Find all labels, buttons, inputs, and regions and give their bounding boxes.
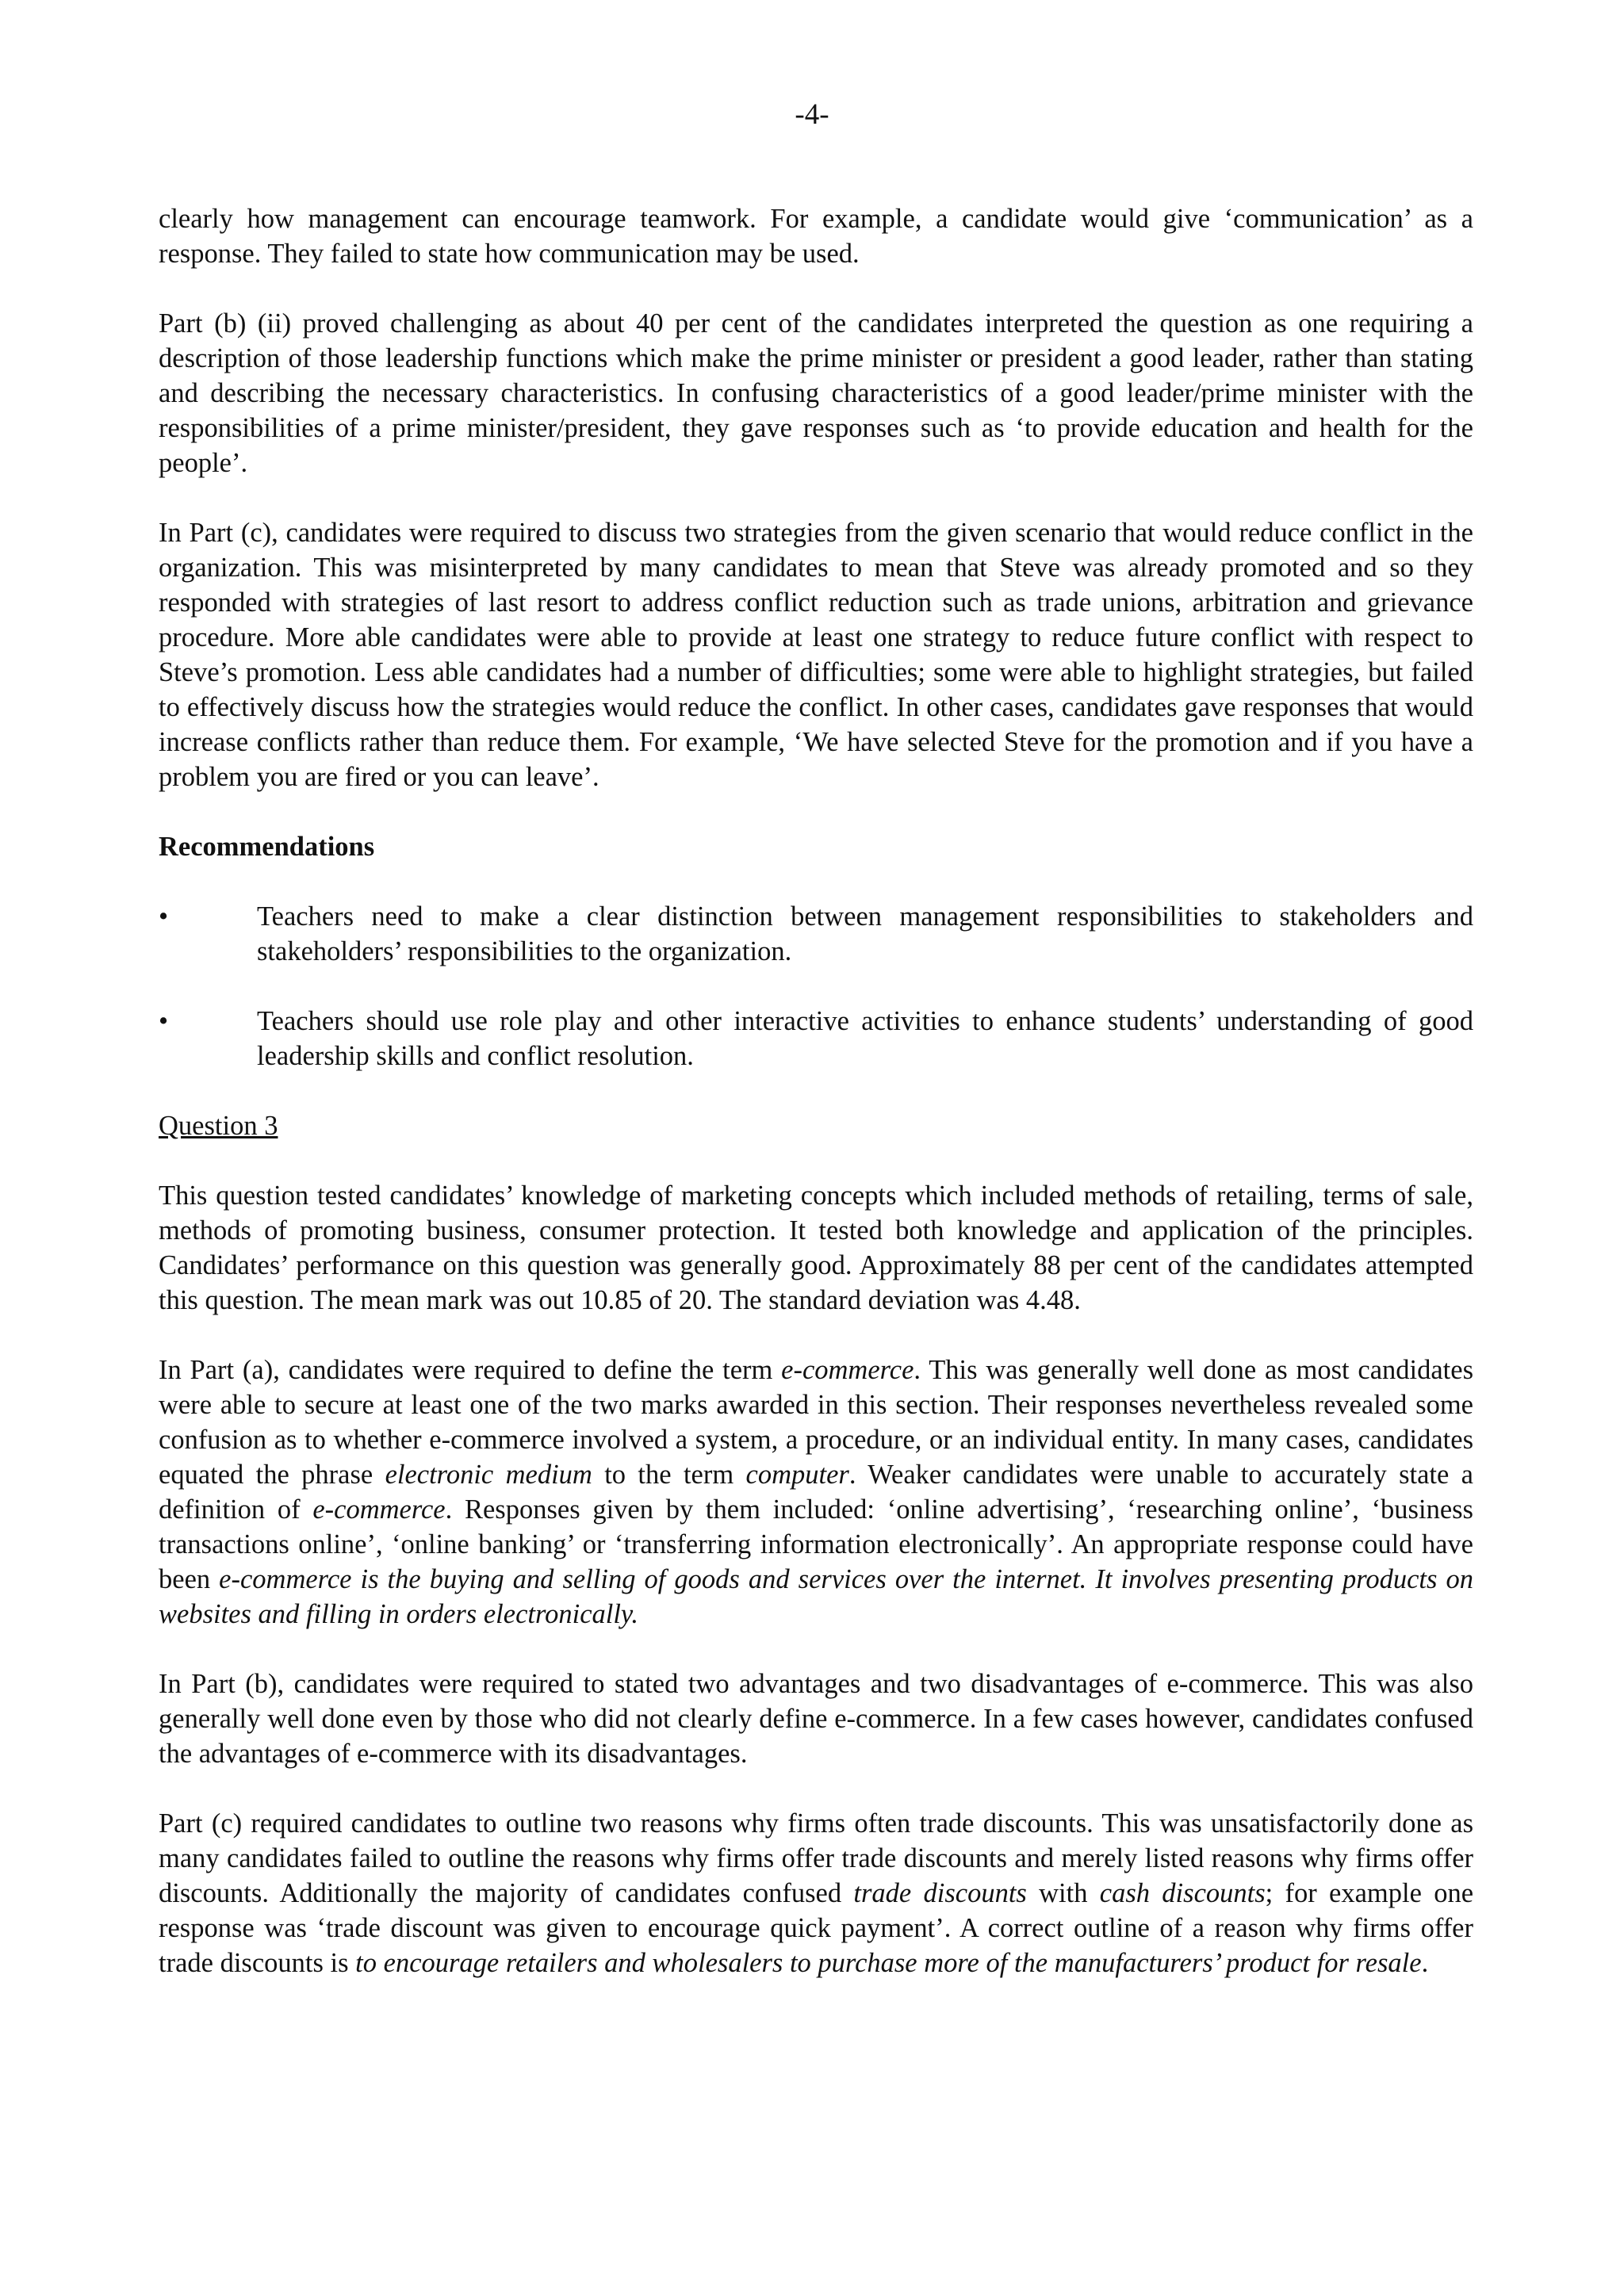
intro-paragraph: clearly how management can encourage teamwork. For example, a candidate would give ‘communication’ as a response. They failed to state how communication may be used. <box>159 204 1473 269</box>
page-body <box>159 201 1473 2015</box>
page-number: -4- <box>795 98 829 131</box>
term-electronic-medium: electronic medium <box>385 1460 592 1490</box>
text-run: Part (c) required candidates to outline two reasons why firms often trade discounts. This was unsatisfactorily done as many candidates failed to outline the reasons why firms offer trade discounts and merely listed reasons why firms offer discounts. Additionally the majority of candidates confused <box>159 1808 1473 1908</box>
text-run: ; for example one response was ‘trade discount was given to encourage quick payment’. A correct outline of a reason why firms offer trade discounts is <box>159 1878 1474 1978</box>
part-b-ii-paragraph: Part (b) (ii) proved challenging as about 40 per cent of the candidates interpreted the question as one requiring a description of those leadership functions which make the prime minister or president a good leader, rather than stating and describing the necessary characteristics. In confusing characteristics of a good leader/prime minister with the responsibilities of a prime minister/president, they gave responses such as ‘to provide education and health for the people’. <box>159 308 1473 478</box>
model-answer-trade-discounts: to encourage retailers and wholesalers to purchase more of the manufacturers’ product for resale <box>355 1948 1422 1978</box>
text-run: . Weaker candidates were unable to accurately state a definition of <box>159 1460 1473 1525</box>
recommendation-item <box>159 1004 1473 1073</box>
text-run: to the term <box>592 1460 746 1490</box>
recommendations-heading: Recommendations <box>159 832 375 862</box>
recommendation-text: Teachers should use role play and other interactive activities to enhance students’ understanding of good leadership skills and conflict resolution. <box>257 1006 1473 1071</box>
term-trade-discounts: trade discounts <box>853 1878 1027 1908</box>
text-run: . Responses given by them included: ‘online advertising’, ‘researching online’, ‘business transactions online’, ‘online banking’ or ‘transferring information electronically’. An appropriate response could have been <box>159 1494 1473 1594</box>
bullet-icon: • <box>159 1006 169 1036</box>
term-cash-discounts: cash discounts <box>1099 1878 1266 1908</box>
text-run: . <box>1421 1948 1429 1978</box>
question-3-part-b-paragraph: In Part (b), candidates were required to stated two advantages and two disadvantages of e-commerce. This was also generally well done even by those who did not clearly define e-commerce. In a few cases however, candidates confused the advantages of e-commerce with its disadvantages. <box>159 1669 1473 1769</box>
question-3-heading: Question 3 <box>159 1111 278 1141</box>
text-run: with <box>1026 1878 1100 1908</box>
bullet-icon: • <box>159 901 169 932</box>
question-3-part-a-paragraph <box>159 1353 1473 1632</box>
recommendation-text: Teachers need to make a clear distinction between management responsibilities to stakeholders and stakeholders’ responsibilities to the organization. <box>257 901 1473 966</box>
text-run: In Part (a), candidates were required to define the term <box>159 1355 782 1385</box>
term-computer: computer <box>745 1460 849 1490</box>
question-3-overview: This question tested candidates’ knowledge of marketing concepts which included methods of retailing, terms of sale, methods of promoting business, consumer protection. It tested both knowledge and application of the principles. Candidates’ performance on this question was generally good. Approximately 88 per cent of the candidates attempted this question. The mean mark was out 10.85 of 20. The standard deviation was 4.48. <box>159 1181 1473 1315</box>
model-answer-e-commerce: e-commerce is the buying and selling of goods and services over the internet. It involves presenting products on websites and filling in orders electronically. <box>159 1564 1473 1629</box>
term-e-commerce: e-commerce <box>312 1494 446 1525</box>
question-3-part-c-paragraph <box>159 1806 1473 1980</box>
text-run: . This was generally well done as most candidates were able to secure at least one of the two marks awarded in this section. Their responses nevertheless revealed some confusion as to whether e-commerce involved a system, a procedure, or an individual entity. In many cases, candidates equated the phrase <box>159 1355 1474 1490</box>
recommendation-item <box>159 899 1473 969</box>
part-c-paragraph: In Part (c), candidates were required to discuss two strategies from the given scenario that would reduce conflict in the organization. This was misinterpreted by many candidates to mean that Steve was already promoted and so they responded with strategies of last resort to address conflict reduction such as trade unions, arbitration and grievance procedure. More able candidates were able to provide at least one strategy to reduce future conflict with respect to Steve’s promotion. Less able candidates had a number of difficulties; some were able to highlight strategies, but failed to effectively discuss how the strategies would reduce the conflict. In other cases, candidates gave responses that would increase conflicts rather than reduce them. For example, ‘We have selected Steve for the promotion and if you have a problem you are fired or you can leave’. <box>159 518 1473 792</box>
term-e-commerce: e-commerce <box>781 1355 914 1385</box>
recommendations-list <box>159 899 1473 1073</box>
